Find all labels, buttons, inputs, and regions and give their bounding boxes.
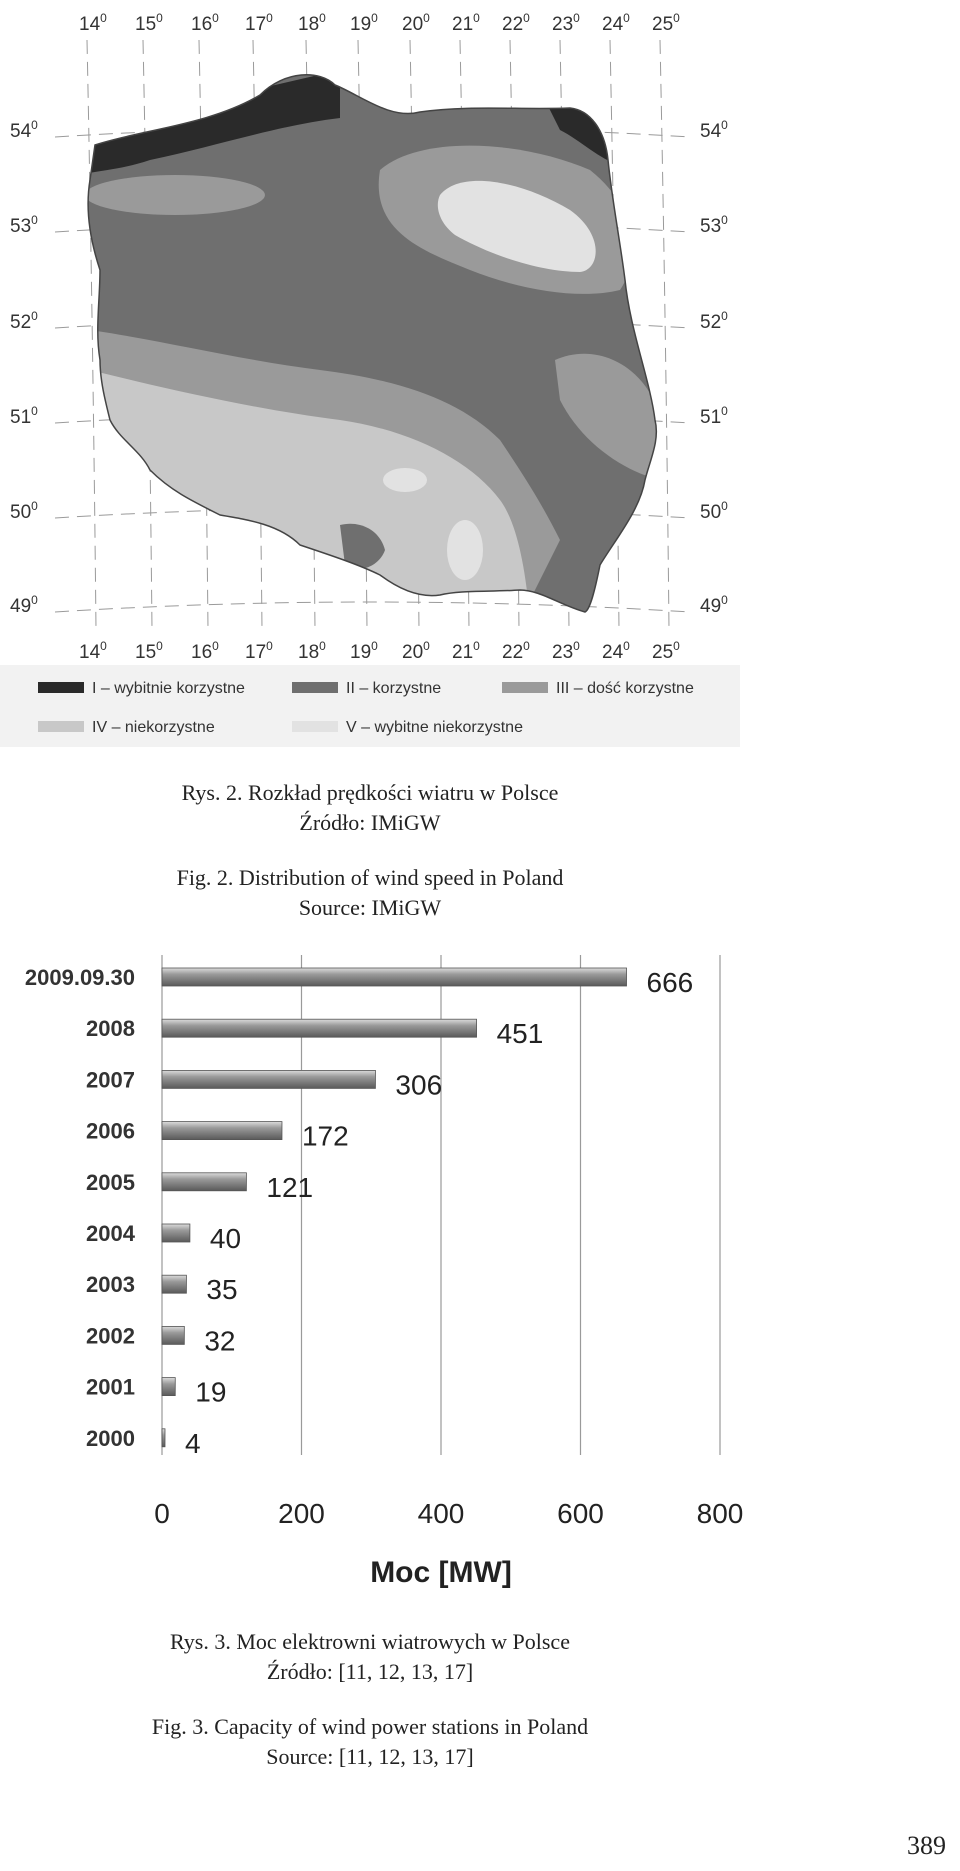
degree-sign: 0 [721,309,728,323]
bar [162,1070,375,1088]
longitude-label: $21^0$ [452,639,480,663]
degree-sign: 0 [423,639,430,653]
degree-sign: 0 [423,11,430,25]
degree-sign: 0 [31,404,38,418]
category-label: 2004 [86,1221,135,1246]
bar [162,1224,190,1242]
value-label: 172 [301,1120,349,1152]
value-label: 40 [209,1223,242,1254]
degree-sign: 0 [721,499,728,513]
page-number: 389 [907,1831,946,1860]
category-label: 2009.09.30 [24,965,135,990]
latitude-label: $49^0$ [10,593,38,617]
longitude-label: $22^0$ [502,11,530,35]
latitude-label: $54^0$ [10,118,38,142]
degree-sign: 0 [319,639,326,653]
chart-value-labels [185,967,693,1459]
legend-swatch-i [38,682,84,693]
legend-swatch-iv [38,721,84,732]
longitude-label: $24^0$ [602,11,630,35]
fig2-caption-en: Fig. 2. Distribution of wind speed in Poland [176,865,564,890]
bar [162,1378,175,1396]
degree-sign: 0 [156,11,163,25]
bar [162,1173,246,1191]
degree-sign: 0 [212,11,219,25]
longitude-label: $16^0$ [191,11,219,35]
longitude-label: $22^0$ [502,639,530,663]
degree-sign: 0 [31,499,38,513]
x-tick-label: 600 [557,1498,604,1529]
longitude-label: $19^0$ [350,11,378,35]
degree-sign: 0 [100,639,107,653]
wind-map [0,0,740,752]
legend-label-i: I – wybitnie korzystne [92,680,245,697]
zone-iii-northwest [85,175,265,215]
category-label: 2002 [86,1323,135,1349]
capacity-chart-figure [0,955,760,1615]
fig2-source-pl: Źródło: IMiGW [299,810,441,835]
bar [162,1429,165,1447]
longitude-label: $25^0$ [652,11,680,35]
fig3-source-pl: Źródło: [11, 12, 13, 17] [266,1659,474,1684]
capacity-bar-chart [0,955,760,1615]
degree-sign: 0 [721,404,728,418]
degree-sign: 0 [266,11,273,25]
bar [162,1122,282,1140]
value-label: 35 [206,1274,238,1306]
fig3-caption-en: Fig. 3. Capacity of wind power stations in Poland [151,1714,589,1739]
legend-label-iii: III – dość korzystne [556,680,694,697]
value-label: 306 [395,1069,443,1101]
x-tick-label: 400 [417,1498,465,1529]
degree-sign: 0 [473,11,480,25]
longitude-label: $15^0$ [135,11,163,35]
degree-sign: 0 [523,639,530,653]
degree-sign: 0 [523,11,530,25]
longitude-label: $18^0$ [298,11,326,35]
category-label: 2003 [86,1272,135,1298]
legend-swatch-v [292,721,338,732]
degree-sign: 0 [573,639,580,653]
longitude-label: $23^0$ [552,639,580,663]
legend-label-iv: IV – niekorzystne [92,719,215,736]
bar [162,1275,186,1293]
chart-bars [162,968,627,1447]
fig3-caption-pl: Rys. 3. Moc elektrowni wiatrowych w Polsce [170,1629,570,1654]
legend-label-v: V – wybitne niekorzystne [346,719,523,736]
value-label: 32 [204,1325,236,1357]
degree-sign: 0 [573,11,580,25]
degree-sign: 0 [31,593,38,607]
value-label: 4 [185,1427,201,1459]
latitude-label: $49^0$ [700,593,728,617]
fig2-source-en: Source: IMiGW [298,895,442,920]
legend-label-ii: II – korzystne [346,680,442,697]
bar [162,968,627,986]
latitude-label: $54^0$ [700,118,728,142]
longitude-label: $14^0$ [79,11,107,35]
degree-sign: 0 [266,639,273,653]
latitude-label: $52^0$ [700,309,728,333]
longitude-label: $25^0$ [652,639,680,663]
category-label: 2005 [86,1169,135,1195]
latitude-label: $51^0$ [10,404,38,428]
degree-sign: 0 [623,11,630,25]
category-label: 2008 [86,1016,135,1042]
longitude-label: $21^0$ [452,11,480,35]
degree-sign: 0 [31,309,38,323]
latitude-label: $52^0$ [10,309,38,333]
value-label: 19 [195,1376,227,1408]
degree-sign: 0 [31,118,38,132]
x-tick-label: 800 [696,1498,744,1529]
degree-sign: 0 [623,639,630,653]
fig3-source-en: Source: [11, 12, 13, 17] [266,1744,474,1769]
degree-sign: 0 [319,11,326,25]
longitude-label: $15^0$ [135,639,163,663]
zone-v-south-1 [383,468,427,492]
degree-sign: 0 [673,639,680,653]
category-label: 2007 [86,1067,135,1093]
legend-swatch-ii [292,682,338,693]
degree-sign: 0 [31,213,38,227]
latitude-label: $51^0$ [700,404,728,428]
degree-sign: 0 [371,639,378,653]
value-label: 451 [496,1018,544,1050]
latitude-label: $53^0$ [700,213,728,237]
degree-sign: 0 [721,213,728,227]
zone-v-south-2 [447,520,483,580]
longitude-label: $17^0$ [245,639,273,663]
x-tick-label: 200 [278,1498,325,1529]
degree-sign: 0 [721,593,728,607]
bar [162,1326,184,1344]
degree-sign: 0 [100,11,107,25]
category-label: 2001 [86,1374,135,1400]
wind-map-figure [0,0,740,752]
longitude-label: $14^0$ [79,639,107,663]
degree-sign: 0 [156,639,163,653]
longitude-label: $20^0$ [402,639,430,663]
fig2-caption-pl: Rys. 2. Rozkład prędkości wiatru w Polsce [181,780,559,805]
degree-sign: 0 [673,11,680,25]
degree-sign: 0 [212,639,219,653]
degree-sign: 0 [371,11,378,25]
chart-x-tick-labels [154,1498,743,1529]
value-label: 666 [646,967,694,998]
latitude-label: $50^0$ [10,499,38,523]
degree-sign: 0 [721,118,728,132]
bar [162,1019,477,1037]
x-tick-label: 0 [154,1498,170,1529]
chart-category-labels [25,965,136,1451]
longitude-label: $18^0$ [298,639,326,663]
latitude-label: $50^0$ [700,499,728,523]
longitude-label: $16^0$ [191,639,219,663]
longitude-label: $24^0$ [602,639,630,663]
longitude-label: $20^0$ [402,11,430,35]
chart-x-axis-title: Moc [MW] [370,1556,512,1589]
legend-swatch-iii [502,682,548,693]
longitude-label: $23^0$ [552,11,580,35]
longitude-label: $19^0$ [350,639,378,663]
category-label: 2000 [86,1425,135,1451]
degree-sign: 0 [473,639,480,653]
longitude-label: $17^0$ [245,11,273,35]
category-label: 2006 [86,1118,135,1144]
value-label: 121 [266,1171,314,1203]
latitude-label: $53^0$ [10,213,38,237]
